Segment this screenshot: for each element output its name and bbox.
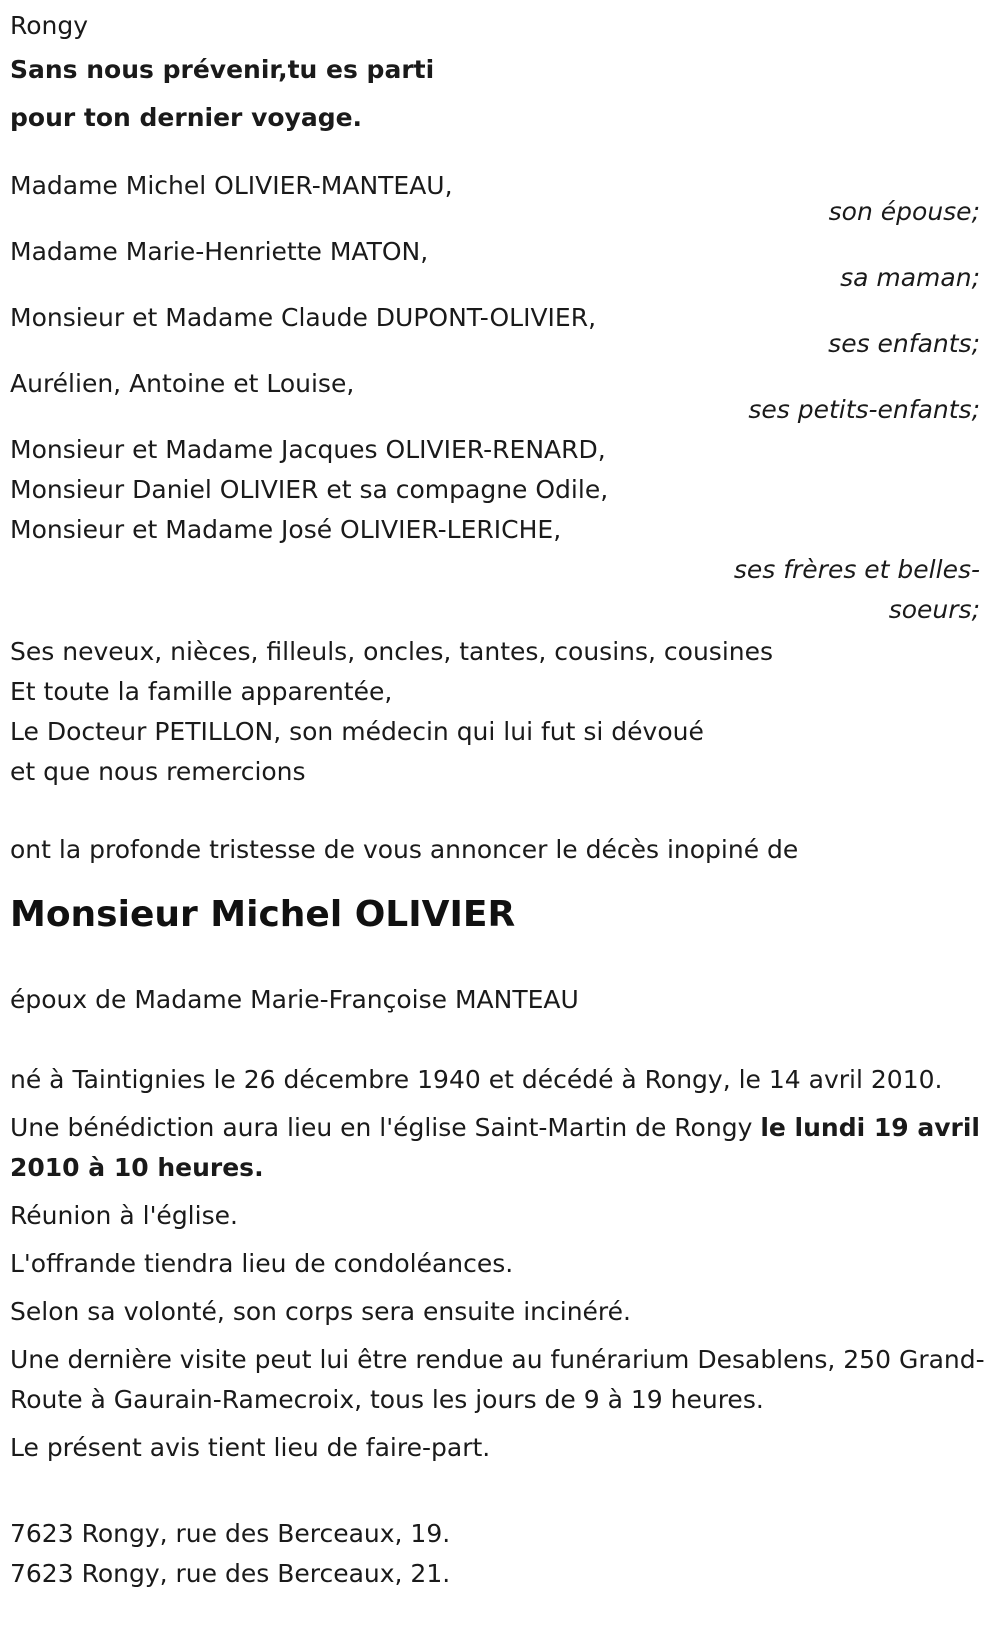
other-relatives xyxy=(10,632,990,792)
ceremony-date: le lundi 19 avril 2010 à 10 heures. xyxy=(10,1113,981,1182)
family-group-grandchildren xyxy=(10,364,990,422)
note-line: Selon sa volonté, son corps sera ensuite incinéré. xyxy=(10,1297,631,1326)
others-line: et que nous remercions xyxy=(10,757,306,786)
verse-line-2: pour ton dernier voyage. xyxy=(10,103,363,132)
family-name: Monsieur et Madame Claude DUPONT-OLIVIER, xyxy=(10,303,597,332)
family-relation: sa maman; xyxy=(840,263,980,292)
family-name: Monsieur Daniel OLIVIER et sa compagne Odile, xyxy=(10,475,609,504)
family-group-mother xyxy=(10,232,990,290)
addresses xyxy=(10,1514,990,1594)
family-name: Aurélien, Antoine et Louise, xyxy=(10,369,355,398)
verse-line-1: Sans nous prévenir,tu es parti xyxy=(10,55,435,84)
family-group-children xyxy=(10,298,990,356)
note-line: Le présent avis tient lieu de faire-part. xyxy=(10,1433,491,1462)
family-relation: ses petits-enfants; xyxy=(748,395,980,424)
family-group-siblings xyxy=(10,430,990,630)
place-name: Rongy xyxy=(10,11,89,40)
note-line: Réunion à l'église. xyxy=(10,1201,238,1230)
family-relation: son épouse; xyxy=(828,197,980,226)
deceased-name: Monsieur Michel OLIVIER xyxy=(10,894,516,935)
family-name: Monsieur et Madame Jacques OLIVIER-RENARD, xyxy=(10,435,606,464)
family-name: Monsieur et Madame José OLIVIER-LERICHE, xyxy=(10,515,562,544)
family-name: Madame Marie-Henriette MATON, xyxy=(10,237,429,266)
family-relation: ses frères et belles-soeurs; xyxy=(733,555,980,624)
family-name: Madame Michel OLIVIER-MANTEAU, xyxy=(10,171,453,200)
address-line: 7623 Rongy, rue des Berceaux, 19. xyxy=(10,1519,451,1548)
birth-death-line: né à Taintignies le 26 décembre 1940 et décédé à Rongy, le 14 avril 2010. xyxy=(10,1065,943,1094)
family-group-spouse xyxy=(10,166,990,224)
others-line: Et toute la famille apparentée, xyxy=(10,677,393,706)
note-line: L'offrande tiendra lieu de condoléances. xyxy=(10,1249,514,1278)
obituary-notice xyxy=(0,6,1000,1626)
others-line: Ses neveux, nièces, filleuls, oncles, tantes, cousins, cousines xyxy=(10,637,774,666)
family-list xyxy=(10,166,990,630)
others-line: Le Docteur PETILLON, son médecin qui lui fut si dévoué xyxy=(10,717,704,746)
address-line: 7623 Rongy, rue des Berceaux, 21. xyxy=(10,1559,451,1588)
spouse-line: époux de Madame Marie-Françoise MANTEAU xyxy=(10,985,579,1014)
ceremony-text: Une bénédiction aura lieu en l'église Saint-Martin de Rongy xyxy=(10,1113,761,1142)
ceremony-line xyxy=(10,1108,990,1188)
note-line: Une dernière visite peut lui être rendue au funérarium Desablens, 250 Grand-Route à Gaurain-Ramecroix, tous les jours de 9 à 19 heures. xyxy=(10,1345,985,1414)
announcement: ont la profonde tristesse de vous annoncer le décès inopiné de xyxy=(10,835,799,864)
verse xyxy=(10,46,990,142)
family-relation: ses enfants; xyxy=(828,329,980,358)
